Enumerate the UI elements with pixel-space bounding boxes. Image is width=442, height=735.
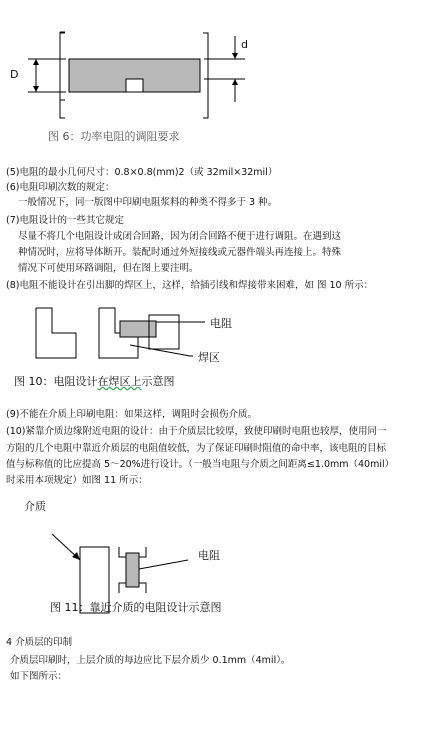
section-heading-dielectric-printing: 4 介质层的印制 [6,637,73,648]
text-item-10-line-4: 时采用本项规定）如图 11 所示： [6,475,148,486]
text-item-10-line-1: (10)紧靠介质边缘附近电阻的设计：由于介质层比较厚，致使印刷时电阻也较厚，使用同一 [6,426,387,437]
text-item-10-line-3: 值与标称值的比应提高 5～20%进行设计。（一般当电阻与介质之间距离≤1.0mm（40mil） [6,459,395,470]
figure-10-caption-part2: 在焊区上 [97,375,142,388]
figure-6-label-d: d [241,38,248,51]
figure-11-label-dielectric: 介质 [24,500,46,513]
figure-10-diagram [0,298,442,378]
text-dielectric-body-2: 如下图所示： [10,671,68,682]
text-item-6-title: (6)电阻印刷次数的规定： [6,182,115,193]
text-item-7-title: (7)电阻设计的一些其它规定 [6,215,124,226]
text-dielectric-body-1: 介质层印刷时，上层介质的每边应比下层介质少 0.1mm（4mil）。 [10,655,291,666]
figure-6-diagram [0,0,442,130]
figure-10-label-pad: 焊区 [198,351,220,364]
figure-11-label-resistor: 电阻 [198,549,220,562]
figure-11-diagram [0,520,442,610]
text-item-7-body-2: 种情况时，应将导体断开。装配时通过外短接线或元器件端头再连接上。特殊 [18,247,342,258]
figure-10-caption [14,373,175,389]
figure-10-caption-part3: 示意图 [141,375,175,388]
text-item-7-body-1: 尽量不将几个电阻设计成闭合回路，因为闭合回路不便于进行调阻。在遇到这 [18,231,342,242]
figure-6-label-D: D [10,68,19,81]
figure-6-caption: 图 6：功率电阻的调阻要求 [48,130,180,143]
text-item-10-line-2: 方阻的几个电阻中靠近介质层的电阻值较低，为了保证印刷时阻值的命中率，该电阻的目标 [6,443,387,454]
text-item-6-body: 一般情况下，同一版图中印刷电阻浆料的种类不得多于 3 种。 [18,197,278,208]
text-item-8: (8)电阻不能设计在引出脚的焊区上，这样，给插引线和焊接带来困难，如 图 10 所示： [6,280,374,291]
text-item-7-body-3: 情况下可使用环路调阻，但在图上要注明。 [18,263,199,274]
text-item-9: (9)不能在介质上印刷电阻：如果这样，调阻时会损伤介质。 [6,409,257,420]
figure-11-caption: 图 11：靠近介质的电阻设计示意图 [50,601,222,614]
text-item-5: (5)电阻的最小几何尺寸：0.8×0.8(mm)2（或 32mil×32mil） [6,167,278,178]
figure-10-caption-part1: 图 10：电阻设计 [14,375,98,388]
figure-10-label-resistor: 电阻 [210,317,232,330]
